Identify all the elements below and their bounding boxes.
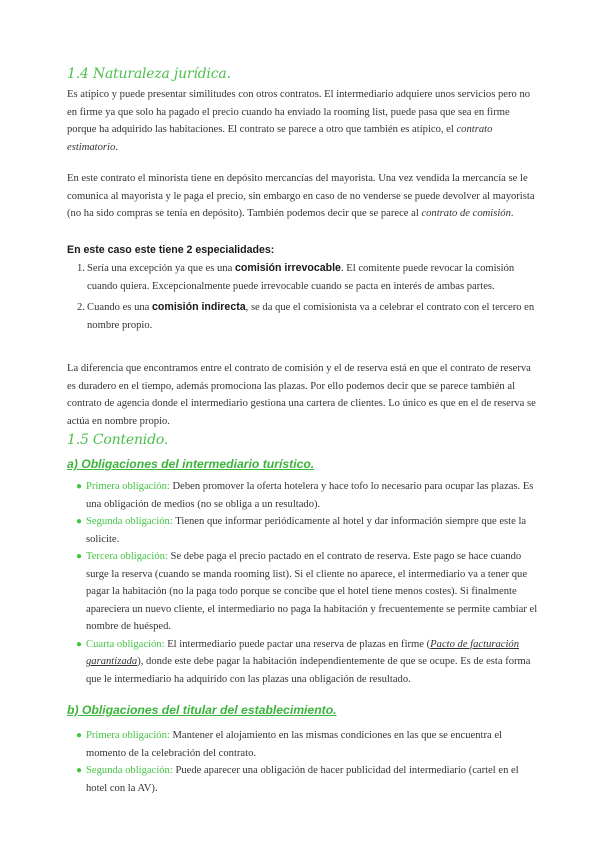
list-item: 1. Sería una excepción ya que es una comisión irrevocable. El comitente puede revocar la comisión cuando quiera. Excepcionalmente puede irrevocable cuando se pacta en interés de ambas partes. <box>77 262 515 292</box>
obligaciones-titular-list <box>67 727 538 797</box>
term-pacto-facturacion: Pacto de facturación garantizada <box>86 638 520 667</box>
paragraph-diferencia: La diferencia que encontramos entre el contrato de comisión y el de reserva está en que el contrato de reserva es duradero en el tiempo, además promociona las plazas. Por ello podemos decir que se parece también al contrato de agencia donde el intermediario gestiona una cartera de clientes. Lo único es que en el de reserva se actúa en nombre propio. <box>67 363 536 427</box>
list-item: ● Segunda obligación: Tienen que informar periódicamente al hotel y dar información siempre que este la solicite. <box>67 513 538 548</box>
obligaciones-intermediario-list <box>67 478 538 688</box>
list-item: ● Primera obligación: Deben promover la oferta hotelera y hace tofo lo necesario para ocupar las plazas. Es una obligación de medios (no se obliga a un resultado). <box>67 478 538 513</box>
list-item: 2. Cuando es una comisión indirecta, se da que el comisionista va a celebrar el contrato con el tercero en nombre propio. <box>77 301 535 331</box>
bullet-dot-icon: ● <box>76 765 83 776</box>
section-heading-contenido: 1.5 Contenido. <box>67 432 169 448</box>
list-item: ● Segunda obligación: Puede aparecer una obligación de hacer publicidad del intermediario (cartel en el hotel con la AV). <box>67 762 538 797</box>
paragraph-deposito: En este contrato el minorista tiene en depósito mercancías del mayorista. Una vez vendida la mercancía se le comunica al mayorista y le paga el precio, sin embargo en caso de no venderse se puede devolver al mayorista (no ha sido compras se tenía en depósito). También podemos decir que se parece al contrato de comisión. <box>67 173 535 219</box>
term-contrato-estimatorio: contrato estimatorio <box>67 124 493 153</box>
subheading-obligaciones-titular: b) Obligaciones del titular del establecimiento. <box>67 703 337 717</box>
subheading-obligaciones-intermediario: a) Obligaciones del intermediario turístico. <box>67 457 315 471</box>
list-item: ● Cuarta obligación: El intermediario puede pactar una reserva de plazas en firme (Pacto de facturación garantizada), donde este debe pagar la habitación independientemente de que se ocupe. Es de esta forma que le intermediario ha adquirido con las plazas una obligación de resultado. <box>67 636 538 689</box>
list-item: ● Primera obligación: Mantener el alojamiento en las mismas condiciones en las que se encuentra el momento de la celebración del contrato. <box>67 727 538 762</box>
especialidades-list <box>67 260 538 334</box>
bullet-dot-icon: ● <box>76 730 83 741</box>
paragraph-atipico: Es atípico y puede presentar similitudes con otros contratos. El intermediario adquiere unos servicios pero no en firme ya que solo ha pagado el precio cuando ha enviado la rooming list, puede pasa que sea en firme porque ha adquirido las habitaciones. El contrato se parece a otro que también es atípico, el contrato estimatorio. <box>67 89 531 153</box>
bullet-dot-icon: ● <box>76 551 83 562</box>
section-heading-naturaleza: 1.4 Naturaleza jurídica. <box>67 66 231 82</box>
bullet-dot-icon: ● <box>76 481 83 492</box>
list-item: ● Tercera obligación: Se debe paga el precio pactado en el contrato de reserva. Este pago se hace cuando surge la reserva (cuando se manda rooming list). Si el cliente no aparece, el intermediario va a tener que pagar la habitación (no la paga todo porque se concibe que el hotel tiene menos costes). Si finalmente apareciera un nuevo cliente, el intermediario no paga la habitación y frecuentemente se permite cambiar el nombre de huésped. <box>67 548 538 636</box>
term-contrato-comision: contrato de comisión <box>421 208 511 219</box>
especialidades-heading: En este caso este tiene 2 especialidades: <box>67 244 275 256</box>
bullet-dot-icon: ● <box>76 638 83 650</box>
bullet-dot-icon: ● <box>76 516 83 527</box>
